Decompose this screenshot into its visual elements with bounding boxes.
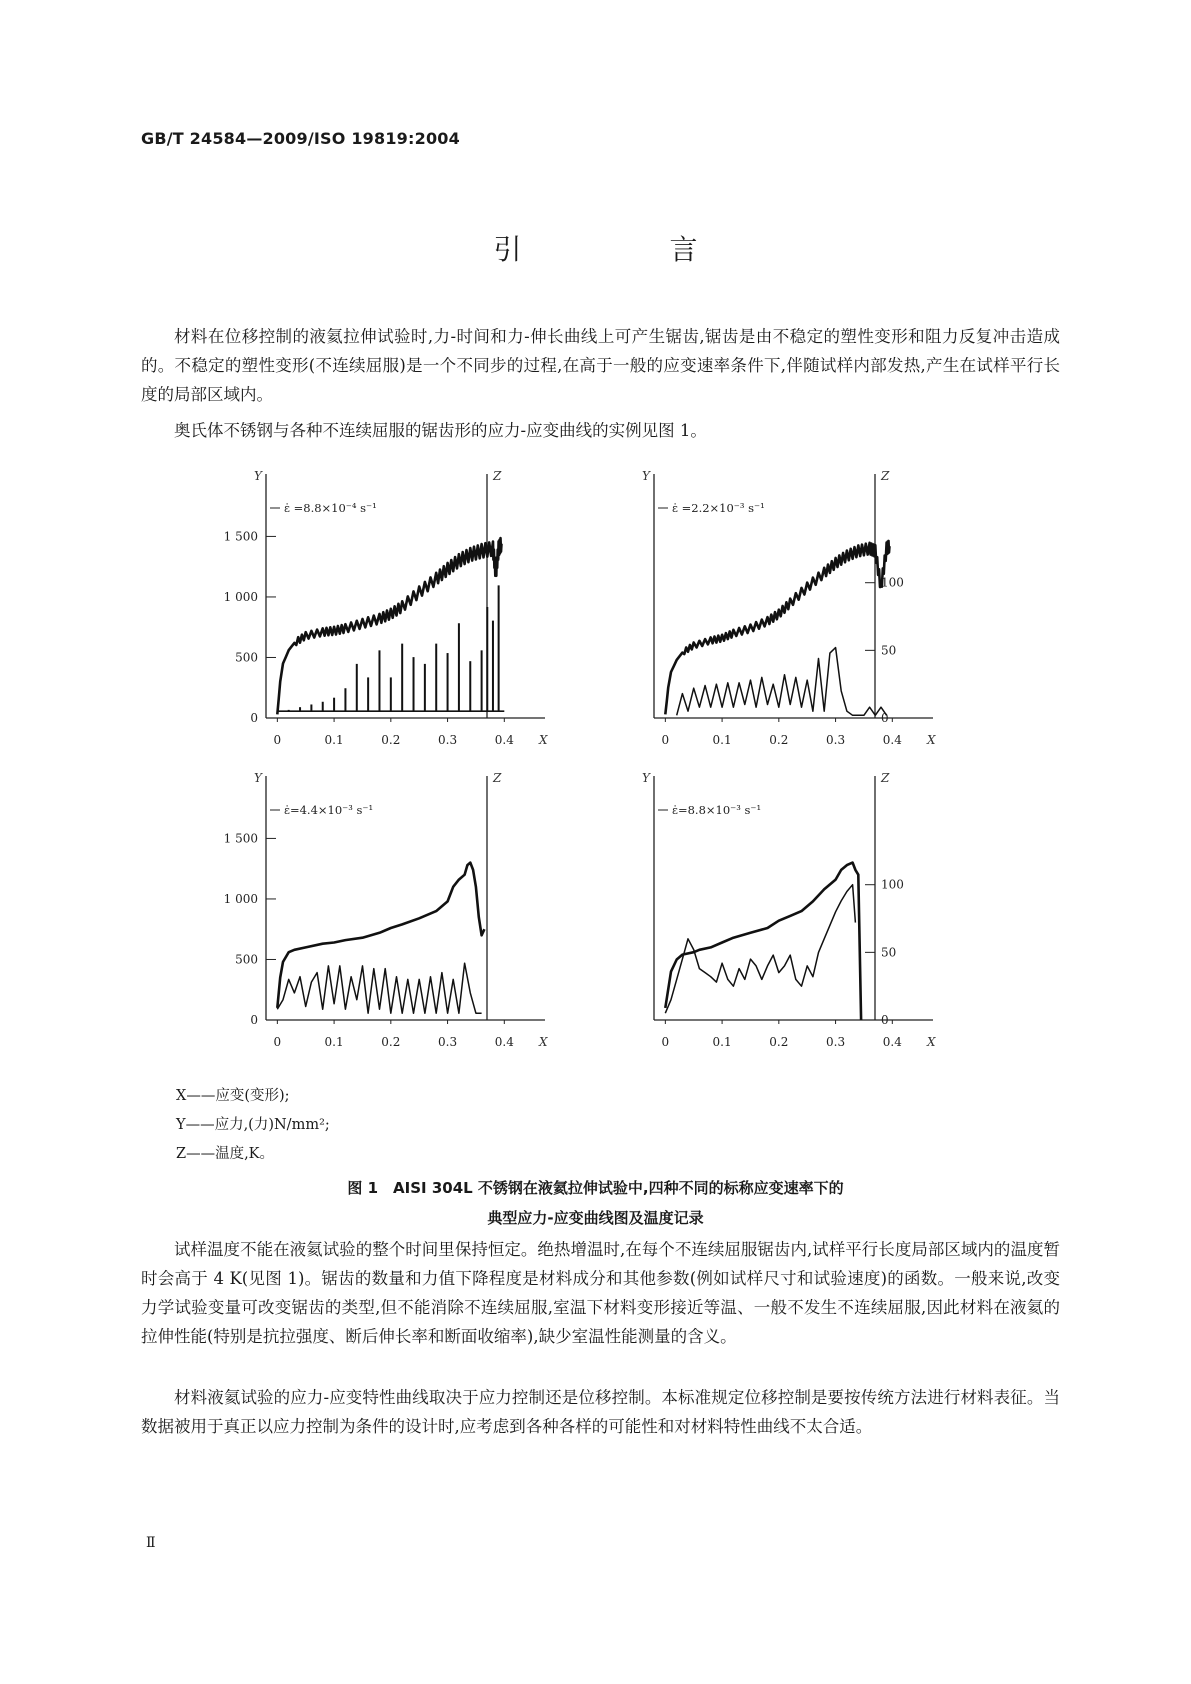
figure-legend bbox=[176, 1082, 330, 1169]
z-axis-label: Z bbox=[881, 771, 890, 785]
paragraph-3: 试样温度不能在液氦试验的整个时间里保持恒定。绝热增温时,在每个不连续屈服锯齿内,试样平行长度局部区域内的温度暂时会高于 4 K(见图 1)。锯齿的数量和力值下降程度是材料成分和其他参数(例如试样尺寸和试验速度)的函数。一般来说,改变力学试验变量可改变锯齿的类型,但不能消除不连续屈服,室温下材料变形接近等温、一般不发生不连续屈服,因此材料在液氦的拉伸性能(特别是抗拉强度、断后伸长率和断面收缩率),缺少室温性能测量的含义。 bbox=[141, 1240, 1060, 1346]
paragraph-2: 奥氏体不锈钢与各种不连续屈服的锯齿形的应力-应变曲线的实例见图 1。 bbox=[174, 421, 707, 440]
page-number: Ⅱ bbox=[146, 1535, 156, 1551]
y-tick-label: 1 500 bbox=[223, 831, 258, 846]
y-axis-label: Y bbox=[254, 771, 262, 785]
strain-rate-label: ε̇=4.4×10⁻³ s⁻¹ bbox=[284, 803, 374, 817]
stress-strain-chart-3 bbox=[222, 770, 562, 1060]
x-tick-label: 0.4 bbox=[882, 733, 902, 747]
z-tick-label: 0 bbox=[881, 1013, 889, 1027]
x-tick-label: 0 bbox=[273, 1035, 282, 1049]
y-axis-label: Y bbox=[254, 469, 262, 483]
temperature-curve bbox=[665, 885, 855, 1014]
strain-rate-label: ε̇ =2.2×10⁻³ s⁻¹ bbox=[672, 501, 765, 515]
stress-strain-chart-2 bbox=[610, 468, 950, 758]
x-tick-label: 0.2 bbox=[769, 733, 789, 747]
x-tick-label: 0 bbox=[661, 1035, 670, 1049]
x-axis-label: X bbox=[927, 733, 936, 747]
z-tick-label: 100 bbox=[881, 575, 904, 590]
z-tick-label: 100 bbox=[881, 877, 904, 892]
y-tick-label: 500 bbox=[235, 952, 258, 967]
x-tick-label: 0.2 bbox=[381, 1035, 401, 1049]
y-tick-label: 1 000 bbox=[223, 589, 258, 604]
stress-strain-chart-1 bbox=[222, 468, 562, 758]
x-tick-label: 0 bbox=[661, 733, 670, 747]
paragraph-1: 材料在位移控制的液氦拉伸试验时,力-时间和力-伸长曲线上可产生锯齿,锯齿是由不稳定的塑性变形和阻力反复冲击造成的。不稳定的塑性变形(不连续屈服)是一个不同步的过程,在高于一般的应变速率条件下,伴随试样内部发热,产生在试样平行长度的局部区域内。 bbox=[141, 327, 1060, 404]
x-tick-label: 0.1 bbox=[712, 1035, 732, 1049]
stress-curve bbox=[665, 541, 889, 715]
standard-id: GB/T 24584—2009/ISO 19819:2004 bbox=[141, 129, 460, 148]
z-tick-label: 50 bbox=[881, 945, 897, 960]
paragraph-4: 材料液氦试验的应力-应变特性曲线取决于应力控制还是位移控制。本标准规定位移控制是要按传统方法进行材料表征。当数据被用于真正以应力控制为条件的设计时,应考虑到各种各样的可能性和对材料特性曲线不太合适。 bbox=[141, 1388, 1060, 1436]
z-tick-label: 50 bbox=[881, 643, 897, 658]
z-axis-label: Z bbox=[493, 469, 502, 483]
z-axis-label: Z bbox=[881, 469, 890, 483]
page-title: 引 言 bbox=[493, 233, 758, 266]
y-axis-label: Y bbox=[642, 771, 650, 785]
x-axis-label: X bbox=[927, 1035, 936, 1049]
x-tick-label: 0.1 bbox=[712, 733, 732, 747]
strain-rate-label: ε̇=8.8×10⁻³ s⁻¹ bbox=[672, 803, 762, 817]
y-tick-label: 500 bbox=[235, 650, 258, 665]
x-axis-label: X bbox=[539, 733, 548, 747]
x-tick-label: 0.2 bbox=[381, 733, 401, 747]
figure-caption-line2: 典型应力-应变曲线图及温度记录 bbox=[487, 1209, 704, 1227]
temperature-curve bbox=[277, 963, 481, 1013]
legend-y: Y——应力,(力)N/mm²; bbox=[176, 1117, 330, 1133]
x-tick-label: 0 bbox=[273, 733, 282, 747]
y-axis-label: Y bbox=[642, 469, 650, 483]
stress-curve bbox=[277, 538, 501, 714]
y-tick-label: 0 bbox=[250, 1013, 258, 1027]
legend-x: X——应变(变形); bbox=[176, 1088, 290, 1104]
x-tick-label: 0.1 bbox=[324, 733, 344, 747]
strain-rate-label: ε̇ =8.8×10⁻⁴ s⁻¹ bbox=[284, 501, 377, 515]
x-tick-label: 0.4 bbox=[494, 733, 514, 747]
z-axis-label: Z bbox=[493, 771, 502, 785]
x-tick-label: 0.3 bbox=[438, 1035, 458, 1049]
x-tick-label: 0.1 bbox=[324, 1035, 344, 1049]
stress-strain-chart-4 bbox=[610, 770, 950, 1060]
z-tick-label: 0 bbox=[881, 711, 889, 725]
x-tick-label: 0.4 bbox=[494, 1035, 514, 1049]
x-tick-label: 0.3 bbox=[826, 733, 846, 747]
figure-caption-line1: 图 1 AISI 304L 不锈钢在液氦拉伸试验中,四种不同的标称应变速率下的 bbox=[347, 1179, 844, 1197]
y-tick-label: 1 000 bbox=[223, 891, 258, 906]
y-tick-label: 1 500 bbox=[223, 529, 258, 544]
x-tick-label: 0.3 bbox=[438, 733, 458, 747]
x-tick-label: 0.2 bbox=[769, 1035, 789, 1049]
legend-z: Z——温度,K。 bbox=[176, 1146, 275, 1162]
y-tick-label: 0 bbox=[250, 711, 258, 725]
stress-curve bbox=[665, 863, 861, 1020]
x-tick-label: 0.3 bbox=[826, 1035, 846, 1049]
x-axis-label: X bbox=[539, 1035, 548, 1049]
temperature-curve bbox=[677, 648, 887, 716]
x-tick-label: 0.4 bbox=[882, 1035, 902, 1049]
stress-curve bbox=[277, 863, 484, 1008]
